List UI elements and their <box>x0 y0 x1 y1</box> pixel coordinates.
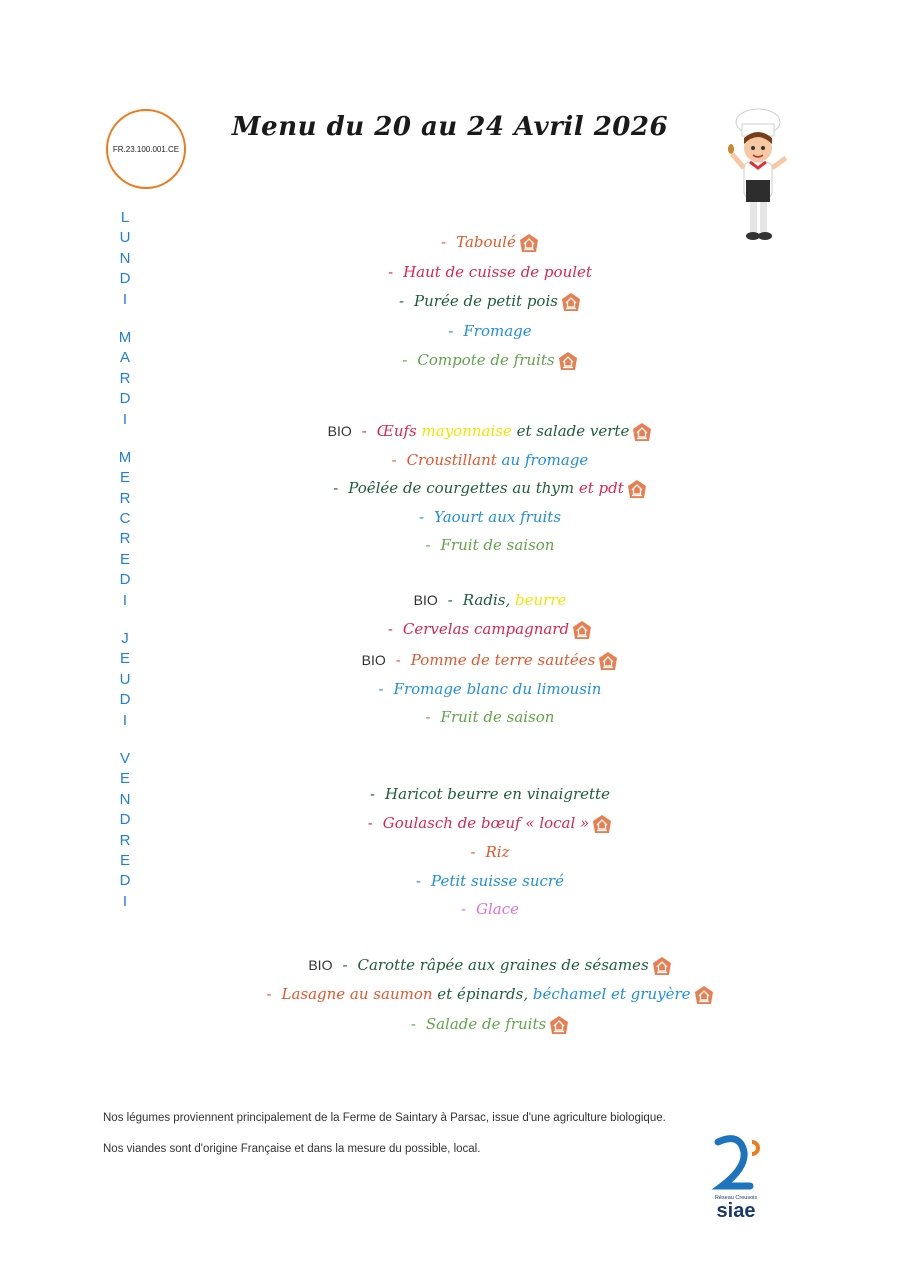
weekday-gap <box>110 611 140 629</box>
dish-text: et épinards, <box>437 985 533 1003</box>
dish-text: Fromage <box>463 322 532 340</box>
menu-item <box>150 956 830 976</box>
dish-text: Œufs <box>376 422 422 440</box>
menu-item <box>150 322 830 340</box>
menu-dash: - <box>416 873 422 890</box>
menu-item <box>150 508 830 526</box>
dish-text: Pomme de terre sautées <box>410 651 596 669</box>
menu-item <box>150 872 830 890</box>
menu-item <box>150 591 830 609</box>
dish-text: et pdt <box>578 479 624 497</box>
menu-dash: - <box>387 621 393 638</box>
menu-dash: - <box>388 264 394 281</box>
weekday-letter: I <box>122 290 128 308</box>
weekday-letter: I <box>122 711 128 729</box>
dish-text: au fromage <box>501 451 589 469</box>
weekday-letter: U <box>119 229 131 247</box>
menu-dash: - <box>410 1016 416 1033</box>
bio-label: BIO <box>327 423 352 439</box>
weekday-column <box>110 208 140 912</box>
menu-dash: - <box>418 509 424 526</box>
weekday-letter: N <box>119 249 131 267</box>
certification-badge <box>106 109 186 189</box>
dish-text: Lasagne au saumon <box>281 985 438 1003</box>
menu-dash: - <box>333 480 339 497</box>
note-vegetables: Nos légumes proviennent principalement de la Ferme de Saintary à Parsac, issue d'une agriculture biologique. <box>103 1112 666 1124</box>
dish-text: Carotte râpée aux graines de sésames <box>357 956 649 974</box>
weekday-letter: R <box>119 369 131 387</box>
weekday-letter: R <box>119 530 131 548</box>
dish-text: Petit suisse sucré <box>431 872 564 890</box>
certification-code: FR.23.100.001.CE <box>112 144 180 154</box>
weekday-letter: R <box>119 831 131 849</box>
weekday-letter: J <box>121 630 129 648</box>
weekday-letter: M <box>118 328 132 346</box>
weekday-letter: M <box>118 448 132 466</box>
dish-text: Fromage blanc du limousin <box>393 680 602 698</box>
dish-text: Fruit de saison <box>440 708 555 726</box>
dish-text: Yaourt aux fruits <box>433 508 562 526</box>
weekday-letter: D <box>119 571 131 589</box>
menu-item <box>150 900 830 918</box>
dish-text: Haut de cuisse de poulet <box>403 263 592 281</box>
weekday-letter: I <box>122 591 128 609</box>
house-label-icon <box>598 651 618 671</box>
dish-text: Croustillant <box>406 451 502 469</box>
menu-dash: - <box>391 452 397 469</box>
menu-dash: - <box>399 293 405 310</box>
house-label-icon <box>627 479 647 499</box>
menu-item <box>150 651 830 671</box>
logo-name: siae <box>716 1200 756 1222</box>
menu-item <box>150 985 830 1005</box>
house-label-icon <box>561 292 581 312</box>
menu-dash: - <box>370 786 376 803</box>
menu-item <box>150 1015 830 1035</box>
menu-dash: - <box>447 592 453 609</box>
menu-dash: - <box>367 815 373 832</box>
menu-item <box>150 233 830 253</box>
menu-dash: - <box>402 352 408 369</box>
house-label-icon <box>592 814 612 834</box>
weekday-letter: I <box>122 892 128 910</box>
dish-text: mayonnaise <box>421 422 512 440</box>
dish-text: et salade verte <box>511 422 630 440</box>
weekday-letter: E <box>119 770 130 788</box>
menu-item <box>150 263 830 281</box>
house-label-icon <box>652 956 672 976</box>
bio-label: BIO <box>308 957 333 973</box>
logo-subtitle: Réseau Creusois <box>714 1195 758 1201</box>
dish-text: Compote de fruits <box>417 351 555 369</box>
weekday-letter: V <box>119 749 130 767</box>
weekday-letter: L <box>120 209 130 226</box>
menu-item <box>150 422 830 442</box>
menu-dash: - <box>460 901 466 918</box>
dish-text: Haricot beurre en vinaigrette <box>385 785 610 803</box>
house-label-icon <box>632 422 652 442</box>
weekday-letter: U <box>119 670 131 688</box>
menu-item <box>150 843 830 861</box>
footer-notes <box>103 1112 723 1174</box>
bio-label: BIO <box>361 652 386 668</box>
weekday-letter: D <box>119 811 131 829</box>
menu-dash: - <box>342 957 348 974</box>
menu-dash: - <box>470 844 476 861</box>
menu-item <box>150 292 830 312</box>
menu-dash: - <box>361 423 367 440</box>
dish-text: Purée de petit pois <box>414 292 558 310</box>
weekday-letter: E <box>119 650 130 668</box>
dish-text: béchamel et gruyère <box>532 985 691 1003</box>
dish-text: Radis, <box>462 591 515 609</box>
menu-item <box>150 479 830 499</box>
dish-text: Glace <box>475 900 519 918</box>
house-label-icon <box>558 351 578 371</box>
menu-item <box>150 351 830 371</box>
menu-item <box>150 680 830 698</box>
bio-label: BIO <box>413 592 438 608</box>
weekday-letter: D <box>119 691 131 709</box>
dish-text: Salade de fruits <box>425 1015 547 1033</box>
dish-text: beurre <box>514 591 567 609</box>
note-meat: Nos viandes sont d'origine Française et dans la mesure du possible, local. <box>103 1143 481 1155</box>
menu-item <box>150 814 830 834</box>
weekday-gap <box>110 430 140 448</box>
dish-text: Cervelas campagnard <box>402 620 570 638</box>
weekday-letter: A <box>119 349 130 367</box>
menu-item <box>150 620 830 640</box>
house-label-icon <box>549 1015 569 1035</box>
menu-item <box>150 451 830 469</box>
dish-text: Goulasch de bœuf « local » <box>382 814 590 832</box>
menu-dash: - <box>266 986 272 1003</box>
dish-text: Fruit de saison <box>440 536 555 554</box>
house-label-icon <box>572 620 592 640</box>
dish-text: Taboulé <box>456 233 516 251</box>
menu-dash: - <box>448 323 454 340</box>
dish-text: Riz <box>485 843 510 861</box>
house-label-icon <box>694 985 714 1005</box>
menu-dash: - <box>425 537 431 554</box>
weekday-letter: D <box>119 872 131 890</box>
weekday-gap <box>110 310 140 328</box>
weekday-letter: E <box>119 851 130 869</box>
menu-dash: - <box>395 652 401 669</box>
weekday-letter: C <box>119 510 131 528</box>
menu-item <box>150 708 830 726</box>
weekday-gap <box>110 731 140 749</box>
menu-dash: - <box>441 234 447 251</box>
menu-dash: - <box>378 681 384 698</box>
weekday-letter: D <box>119 390 131 408</box>
dish-text: Poêlée de courgettes au thym <box>348 479 579 497</box>
menu-dash: - <box>425 709 431 726</box>
weekday-letter: R <box>119 489 131 507</box>
menu-item <box>150 536 830 554</box>
weekday-letter: I <box>122 410 128 428</box>
weekday-letter: E <box>119 550 130 568</box>
house-label-icon <box>519 233 539 253</box>
menu-item <box>150 785 830 803</box>
page-title: Menu du 20 au 24 Avril 2026 <box>231 112 669 142</box>
chef-illustration <box>720 106 800 246</box>
weekday-letter: N <box>119 790 131 808</box>
weekday-letter: D <box>119 270 131 288</box>
weekday-letter: E <box>119 469 130 487</box>
